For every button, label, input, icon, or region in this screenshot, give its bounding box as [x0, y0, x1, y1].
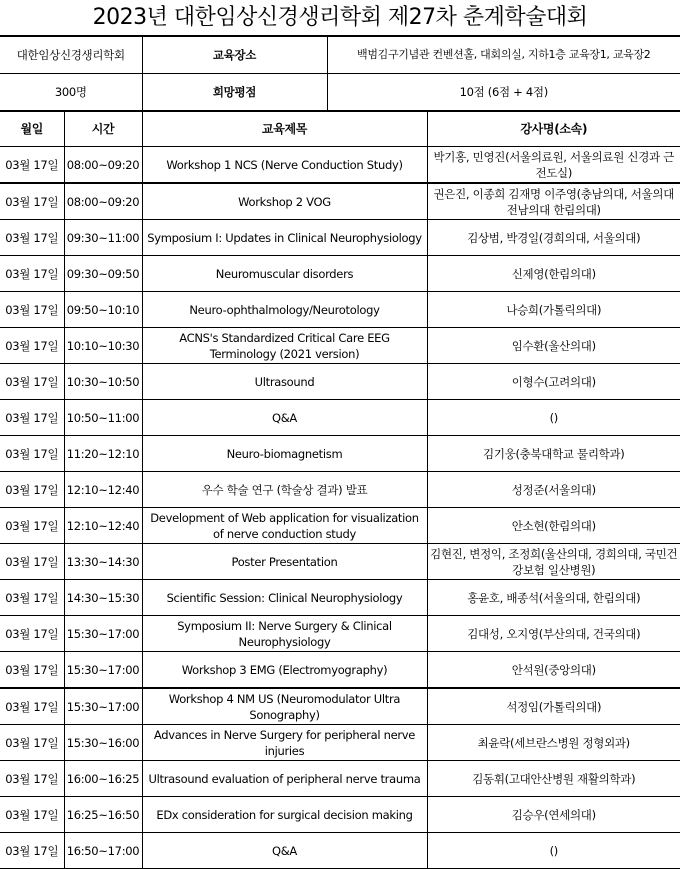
venue-value: 백범김구기념관 컨벤션홀, 대회의실, 지하1층 교육장1, 교육장2	[327, 37, 680, 74]
table-row	[0, 328, 680, 364]
table-row	[0, 616, 680, 652]
table-row	[0, 544, 680, 580]
score-label: 희망평점	[142, 74, 327, 111]
table-row	[0, 256, 680, 292]
row-topic: Scientific Session: Clinical Neurophysiology	[142, 580, 427, 616]
table-row	[0, 436, 680, 472]
row-time: 15:30~17:00	[64, 616, 142, 652]
table-row	[0, 508, 680, 544]
row-time: 15:30~17:00	[64, 652, 142, 689]
table-row	[0, 183, 680, 220]
table-row	[0, 220, 680, 256]
header-speaker: 강사명(소속)	[427, 112, 680, 147]
row-speaker: 안석원(중앙의대)	[427, 652, 680, 689]
row-topic: Development of Web application for visualization of nerve conduction study	[142, 508, 427, 544]
row-date: 03월 17일	[0, 147, 64, 184]
row-time: 09:50~10:10	[64, 292, 142, 328]
row-date: 03월 17일	[0, 761, 64, 797]
row-date: 03월 17일	[0, 256, 64, 292]
row-speaker: 신제영(한림의대)	[427, 256, 680, 292]
table-row	[0, 292, 680, 328]
row-date: 03월 17일	[0, 220, 64, 256]
row-speaker: 박기홍, 민영진(서울의료원, 서울의료원 신경과 근전도실)	[427, 147, 680, 184]
score-value: 10점 (6점 + 4점)	[327, 74, 680, 111]
table-row	[0, 364, 680, 400]
row-date: 03월 17일	[0, 436, 64, 472]
row-time: 09:30~11:00	[64, 220, 142, 256]
row-speaker: 김승우(연세의대)	[427, 797, 680, 833]
row-time: 15:30~17:00	[64, 688, 142, 725]
row-topic: Symposium I: Updates in Clinical Neurophysiology	[142, 220, 427, 256]
row-date: 03월 17일	[0, 616, 64, 652]
row-topic: Poster Presentation	[142, 544, 427, 580]
row-date: 03월 17일	[0, 508, 64, 544]
row-topic: ACNS's Standardized Critical Care EEG Terminology (2021 version)	[142, 328, 427, 364]
row-speaker: 이형수(고려의대)	[427, 364, 680, 400]
row-topic: Workshop 1 NCS (Nerve Conduction Study)	[142, 147, 427, 184]
row-time: 12:10~12:40	[64, 508, 142, 544]
table-row	[0, 652, 680, 689]
row-date: 03월 17일	[0, 797, 64, 833]
row-time: 10:50~11:00	[64, 400, 142, 436]
table-row	[0, 580, 680, 616]
row-speaker: 임수환(울산의대)	[427, 328, 680, 364]
row-time: 10:30~10:50	[64, 364, 142, 400]
row-time: 12:10~12:40	[64, 472, 142, 508]
row-time: 16:00~16:25	[64, 761, 142, 797]
row-date: 03월 17일	[0, 725, 64, 761]
row-speaker: 안소현(한림의대)	[427, 508, 680, 544]
schedule-table	[0, 111, 680, 869]
row-speaker: 최윤락(세브란스병원 정형외과)	[427, 725, 680, 761]
row-topic: Neuromuscular disorders	[142, 256, 427, 292]
table-row	[0, 833, 680, 869]
row-time: 13:30~14:30	[64, 544, 142, 580]
row-speaker: 석정임(가톨릭의대)	[427, 688, 680, 725]
row-speaker: 김현진, 변정익, 조정희(울산의대, 경희의대, 국민건강보험 일산병원)	[427, 544, 680, 580]
table-row	[0, 797, 680, 833]
info-table	[0, 36, 680, 111]
row-topic: 우수 학술 연구 (학술상 결과) 발표	[142, 472, 427, 508]
row-speaker: 성정준(서울의대)	[427, 472, 680, 508]
row-date: 03월 17일	[0, 472, 64, 508]
header-date: 월일	[0, 112, 64, 147]
row-topic: Workshop 2 VOG	[142, 183, 427, 220]
row-topic: Workshop 3 EMG (Electromyography)	[142, 652, 427, 689]
row-topic: Neuro-ophthalmology/Neurotology	[142, 292, 427, 328]
row-date: 03월 17일	[0, 652, 64, 689]
row-topic: Q&A	[142, 400, 427, 436]
table-row	[0, 472, 680, 508]
row-topic: Ultrasound	[142, 364, 427, 400]
row-speaker: 홍윤호, 배종석(서울의대, 한림의대)	[427, 580, 680, 616]
row-speaker: ()	[427, 400, 680, 436]
info-row-score	[0, 74, 680, 111]
row-date: 03월 17일	[0, 328, 64, 364]
page-title: 2023년 대한임상신경생리학회 제27차 춘계학술대회	[0, 0, 680, 36]
row-topic: EDx consideration for surgical decision making	[142, 797, 427, 833]
society-name: 대한임상신경생리학회	[0, 37, 142, 74]
row-date: 03월 17일	[0, 580, 64, 616]
row-speaker: 김대성, 오지영(부산의대, 건국의대)	[427, 616, 680, 652]
row-date: 03월 17일	[0, 364, 64, 400]
row-speaker: 김동휘(고대안산병원 재활의학과)	[427, 761, 680, 797]
row-date: 03월 17일	[0, 688, 64, 725]
row-topic: Ultrasound evaluation of peripheral nerve trauma	[142, 761, 427, 797]
row-time: 08:00~09:20	[64, 183, 142, 220]
table-row	[0, 400, 680, 436]
row-time: 10:10~10:30	[64, 328, 142, 364]
row-speaker: 김기웅(충북대학교 물리학과)	[427, 436, 680, 472]
row-date: 03월 17일	[0, 544, 64, 580]
row-date: 03월 17일	[0, 183, 64, 220]
venue-label: 교육장소	[142, 37, 327, 74]
row-time: 15:30~16:00	[64, 725, 142, 761]
row-speaker: 김상범, 박경일(경희의대, 서울의대)	[427, 220, 680, 256]
info-row-venue	[0, 37, 680, 74]
row-topic: Advances in Nerve Surgery for peripheral nerve injuries	[142, 725, 427, 761]
table-row	[0, 147, 680, 184]
row-date: 03월 17일	[0, 400, 64, 436]
header-row	[0, 112, 680, 147]
row-time: 16:50~17:00	[64, 833, 142, 869]
table-row	[0, 725, 680, 761]
row-topic: Neuro-biomagnetism	[142, 436, 427, 472]
row-time: 09:30~09:50	[64, 256, 142, 292]
table-row	[0, 688, 680, 725]
row-time: 08:00~09:20	[64, 147, 142, 184]
row-speaker: 권은진, 이종희 김재명 이주영(충남의대, 서울의대 전남의대 한림의대)	[427, 183, 680, 220]
row-speaker: 나승희(가톨릭의대)	[427, 292, 680, 328]
header-topic: 교육제목	[142, 112, 427, 147]
row-time: 14:30~15:30	[64, 580, 142, 616]
row-date: 03월 17일	[0, 292, 64, 328]
header-time: 시간	[64, 112, 142, 147]
attendees-value: 300명	[0, 74, 142, 111]
row-topic: Q&A	[142, 833, 427, 869]
row-topic: Workshop 4 NM US (Neuromodulator Ultra Sonography)	[142, 688, 427, 725]
row-time: 11:20~12:10	[64, 436, 142, 472]
row-speaker: ()	[427, 833, 680, 869]
table-row	[0, 761, 680, 797]
row-date: 03월 17일	[0, 833, 64, 869]
row-topic: Symposium II: Nerve Surgery & Clinical Neurophysiology	[142, 616, 427, 652]
row-time: 16:25~16:50	[64, 797, 142, 833]
